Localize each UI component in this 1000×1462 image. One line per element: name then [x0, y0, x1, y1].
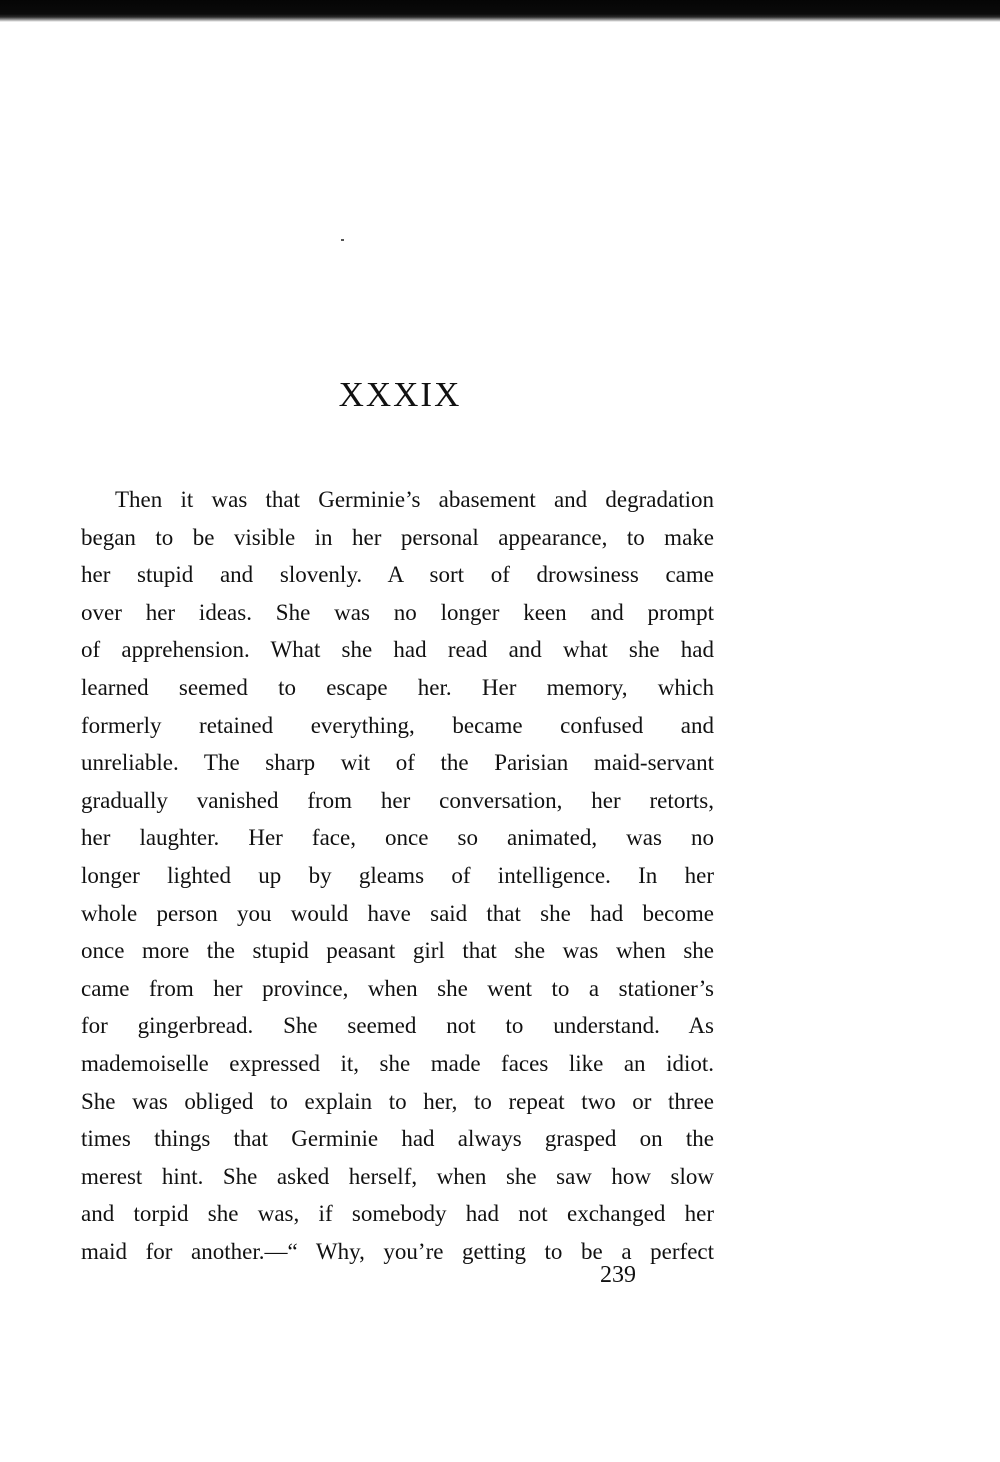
text-line: and torpid she was, if somebody had not exchanged her — [81, 1201, 714, 1227]
text-line: over her ideas. She was no longer keen and prompt — [81, 599, 714, 625]
text-line: longer lighted up by gleams of intelligence. In her — [81, 862, 714, 888]
text-line: times things that Germinie had always grasped on the — [81, 1126, 714, 1152]
text-line: merest hint. She asked herself, when she saw how slow — [81, 1163, 714, 1189]
text-line: once more the stupid peasant girl that she was when she — [81, 938, 714, 964]
text-line: came from her province, when she went to a stationer’s — [81, 975, 714, 1001]
text-line: She was obliged to explain to her, to repeat two or three — [81, 1088, 714, 1114]
text-line: formerly retained everything, became confused and — [81, 712, 714, 738]
text-line: learned seemed to escape her. Her memory, which — [81, 674, 714, 700]
scan-speck — [341, 239, 344, 241]
text-line: for gingerbread. She seemed not to understand. As — [81, 1013, 714, 1039]
body-text — [81, 481, 714, 1270]
scan-top-edge — [0, 0, 1000, 22]
text-line: whole person you would have said that she had become — [81, 900, 714, 926]
text-line: began to be visible in her personal appearance, to make — [81, 524, 714, 550]
text-line: maid for another.—“ Why, you’re getting to be a perfect — [81, 1238, 714, 1264]
text-line: her laughter. Her face, once so animated, was no — [81, 825, 714, 851]
text-line: unreliable. The sharp wit of the Parisian maid-servant — [81, 750, 714, 776]
page-number: 239 — [600, 1262, 636, 1288]
text-line: gradually vanished from her conversation, her retorts, — [81, 787, 714, 813]
text-line: Then it was that Germinie’s abasement and degradation — [115, 487, 714, 512]
text-line: of apprehension. What she had read and what she had — [81, 637, 714, 663]
text-line: her stupid and slovenly. A sort of drowsiness came — [81, 562, 714, 588]
chapter-heading: XXXIX — [338, 375, 462, 414]
text-line: mademoiselle expressed it, she made faces like an idiot. — [81, 1050, 714, 1076]
